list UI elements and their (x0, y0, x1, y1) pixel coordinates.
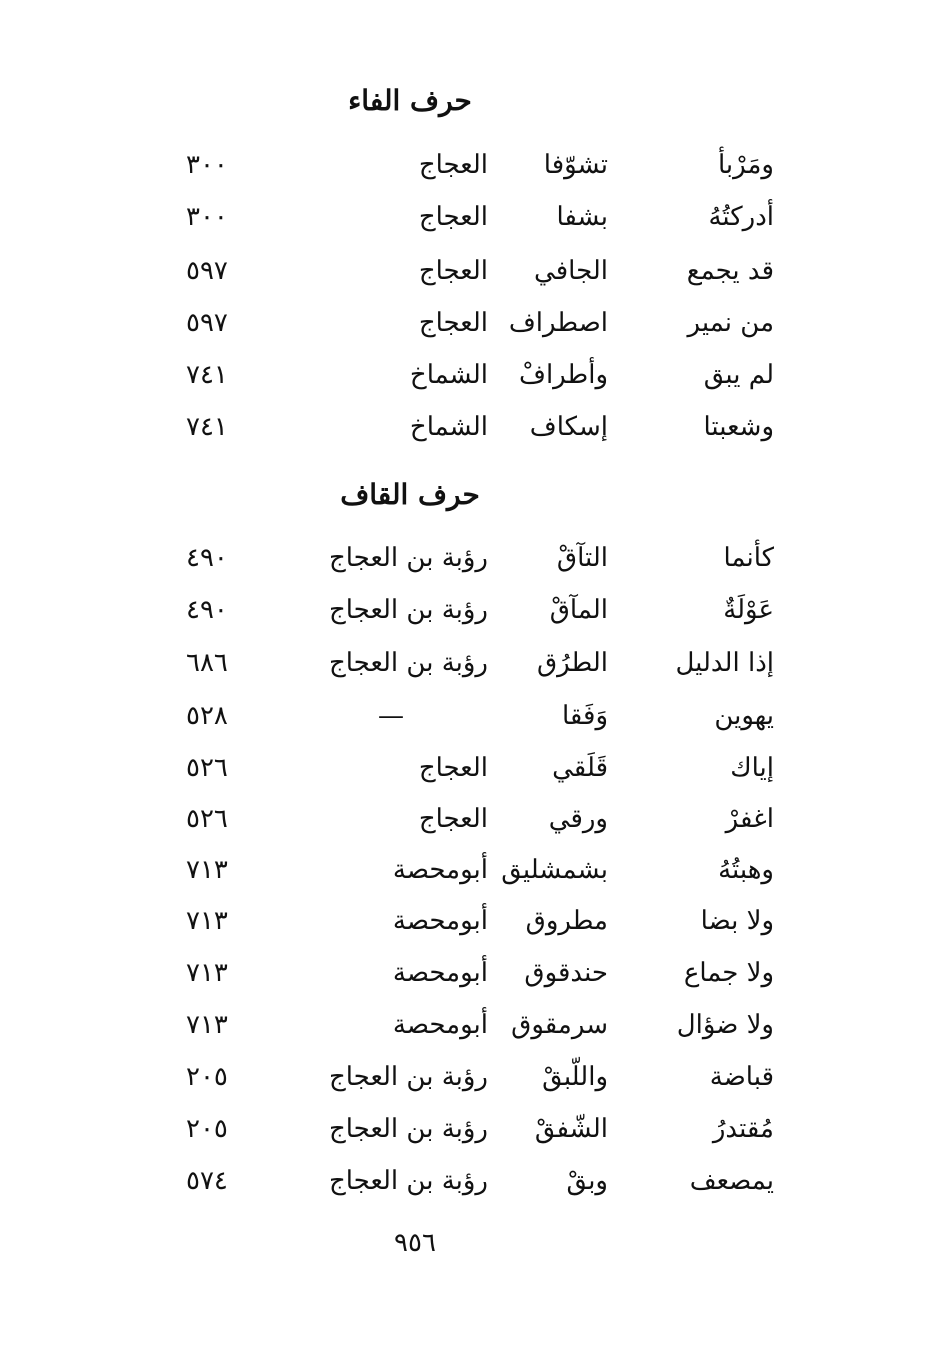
page-ref: ٦٨٦ (186, 648, 228, 678)
poet-name: أبومحصة (392, 958, 488, 988)
opening-word: كأنما (723, 543, 774, 573)
poet-name: العجاج (418, 308, 488, 338)
rhyme-word: الطرُق (537, 648, 608, 678)
poet-name: رؤبة بن العجاج (328, 1062, 488, 1092)
page-ref: ٧٤١ (186, 360, 228, 390)
rhyme-word: ورقي (548, 804, 608, 834)
poet-name: العجاج (418, 753, 488, 783)
poet-name: رؤبة بن العجاج (328, 1166, 488, 1196)
poet-name: رؤبة بن العجاج (328, 595, 488, 625)
page-ref: ٢٠٥ (186, 1114, 228, 1144)
poet-name: أبومحصة (392, 906, 488, 936)
page-ref: ٤٩٠ (186, 595, 228, 625)
table-row (0, 648, 944, 688)
opening-word: لم يبق (703, 360, 774, 390)
table-row (0, 855, 944, 895)
rhyme-word: المآقْ (549, 595, 608, 625)
poet-name: الشماخ (409, 412, 488, 442)
opening-word: قباضة (709, 1062, 774, 1092)
rhyme-word: وأطرافْ (519, 360, 608, 390)
opening-word: أدركتُهُ (708, 202, 774, 232)
poet-name: أبومحصة (392, 855, 488, 885)
page-ref: ٣٠٠ (186, 150, 228, 180)
table-row (0, 1166, 944, 1206)
rhyme-word: قَلَقي (552, 753, 608, 783)
table-row (0, 1062, 944, 1102)
table-row (0, 256, 944, 296)
rhyme-word: بشفا (556, 202, 608, 232)
opening-word: ولا بضا (700, 906, 774, 936)
rhyme-word: اصطراف (508, 308, 608, 338)
table-row (0, 1114, 944, 1154)
opening-word: يمصعف (689, 1166, 774, 1196)
rhyme-word: سرمقوق (511, 1010, 608, 1040)
page-ref: ٥٢٦ (186, 753, 228, 783)
page-ref: ٥٩٧ (186, 308, 228, 338)
opening-word: وشعبتا (703, 412, 774, 442)
poet-name: أبومحصة (392, 1010, 488, 1040)
table-row (0, 701, 944, 741)
section-title-faa: حرف الفاء (348, 84, 472, 117)
table-row (0, 412, 944, 452)
opening-word: ولا ضؤال (676, 1010, 774, 1040)
table-row (0, 360, 944, 400)
rhyme-word: تشوّفا (543, 150, 608, 180)
poet-name: رؤبة بن العجاج (328, 1114, 488, 1144)
opening-word: إياك (730, 753, 774, 783)
rhyme-word: التآقْ (556, 543, 608, 573)
table-row (0, 753, 944, 793)
table-row (0, 595, 944, 635)
page-ref: ٣٠٠ (186, 202, 228, 232)
opening-word: من نمير (687, 308, 774, 338)
poet-name-dash: — (378, 701, 404, 731)
poet-name: العجاج (418, 202, 488, 232)
opening-word: قد يجمع (686, 256, 774, 286)
table-row (0, 958, 944, 998)
opening-word: ولا جماع (683, 958, 774, 988)
page-ref: ٧١٣ (186, 958, 228, 988)
poet-name: العجاج (418, 804, 488, 834)
opening-word: عَوْلَةٌ (723, 595, 774, 625)
page-ref: ٧١٣ (186, 1010, 228, 1040)
table-row (0, 308, 944, 348)
table-row (0, 1010, 944, 1050)
poet-name: العجاج (418, 256, 488, 286)
rhyme-word: واللّبقْ (542, 1062, 608, 1092)
opening-word: ومَرْبأ (718, 150, 774, 180)
page-ref: ٤٩٠ (186, 543, 228, 573)
page-ref: ٧١٣ (186, 906, 228, 936)
table-row (0, 150, 944, 190)
table-row (0, 804, 944, 844)
page-ref: ٢٠٥ (186, 1062, 228, 1092)
rhyme-word: إسكاف (529, 412, 608, 442)
rhyme-word: مطروق (525, 906, 608, 936)
opening-word: وهبتُهُ (718, 855, 774, 885)
page-number: ٩٥٦ (394, 1228, 436, 1258)
page-ref: ٥٢٦ (186, 804, 228, 834)
poet-name: رؤبة بن العجاج (328, 648, 488, 678)
page-ref: ٥٩٧ (186, 256, 228, 286)
table-row (0, 543, 944, 583)
rhyme-word: الجافي (534, 256, 608, 286)
page-ref: ٥٧٤ (186, 1166, 228, 1196)
poet-name: رؤبة بن العجاج (328, 543, 488, 573)
opening-word: اغفرْ (725, 804, 774, 834)
page-ref: ٧٤١ (186, 412, 228, 442)
rhyme-word: حندقوق (524, 958, 608, 988)
rhyme-word: الشّفقْ (534, 1114, 608, 1144)
opening-word: يهوين (714, 701, 774, 731)
rhyme-word: بشمشليق (501, 855, 608, 885)
section-title-qaf: حرف القاف (340, 478, 480, 511)
rhyme-word: وَفَقا (561, 701, 608, 731)
page-ref: ٧١٣ (186, 855, 228, 885)
rhyme-word: وبقْ (566, 1166, 608, 1196)
opening-word: مُقتدرُ (712, 1114, 774, 1144)
page-ref: ٥٢٨ (186, 701, 228, 731)
poet-name: الشماخ (409, 360, 488, 390)
table-row (0, 906, 944, 946)
opening-word: إذا الدليل (675, 648, 774, 678)
table-row (0, 202, 944, 242)
poet-name: العجاج (418, 150, 488, 180)
